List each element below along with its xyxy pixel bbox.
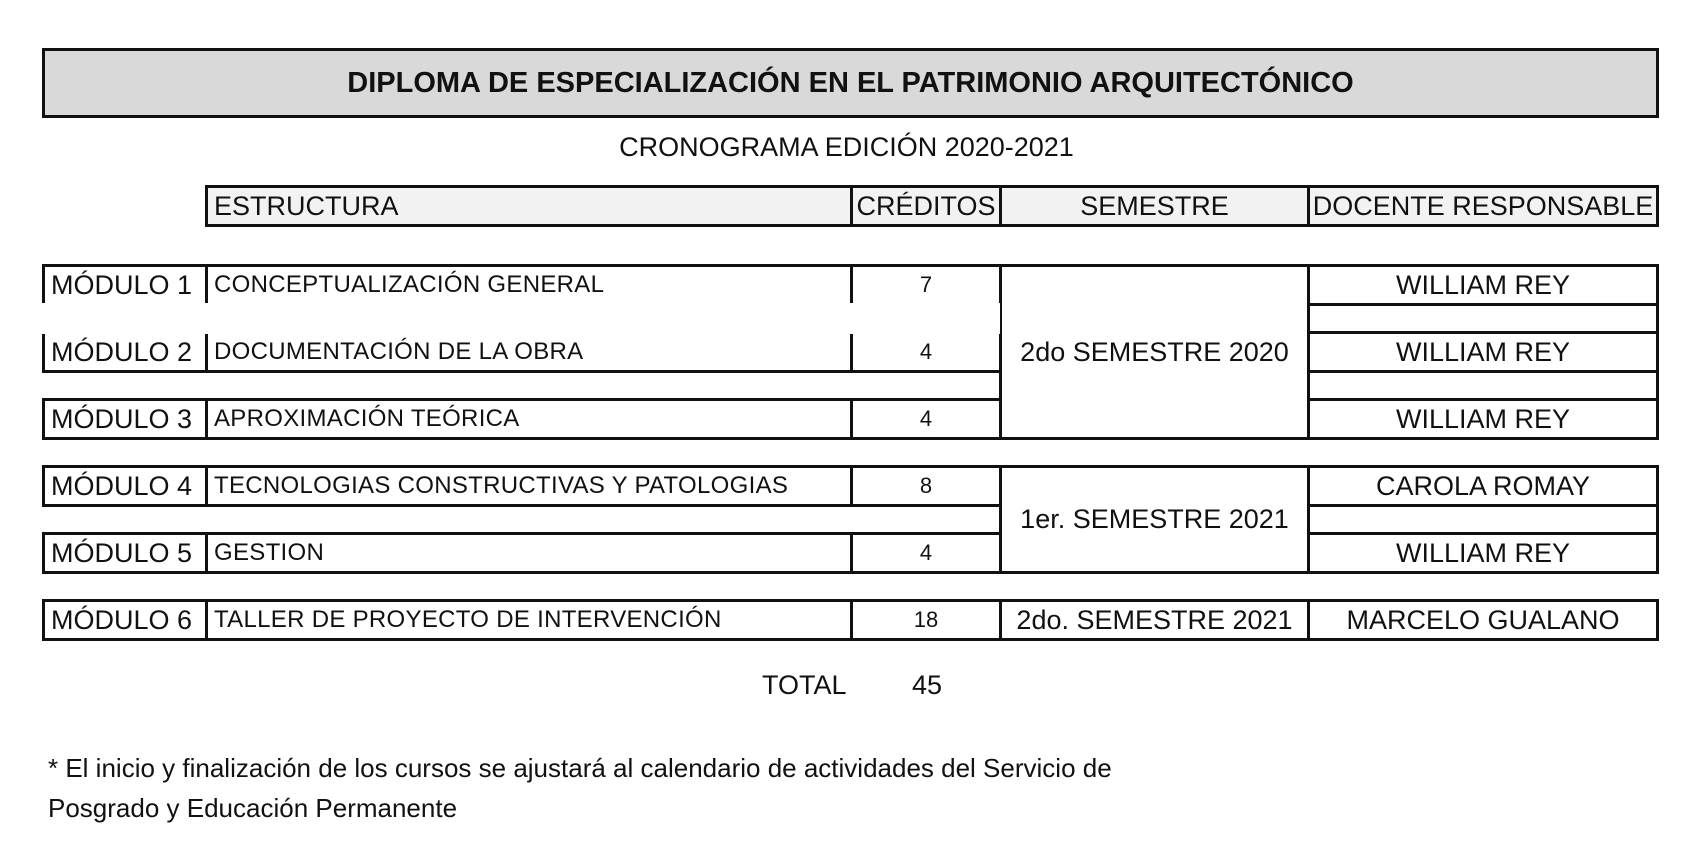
semester-cell <box>999 599 1310 641</box>
module-name-text: TECNOLOGIAS CONSTRUCTIVAS Y PATOLOGIAS <box>214 472 789 499</box>
module-credits-text: 18 <box>913 607 939 632</box>
module-credits <box>850 264 1002 306</box>
module-code <box>42 264 208 306</box>
module-credits <box>850 398 1002 440</box>
semester-cell-text: 2do. SEMESTRE 2021 <box>1016 604 1293 635</box>
module-credits <box>850 465 1002 507</box>
module-name <box>205 465 853 507</box>
total-value: 45 <box>912 670 943 700</box>
header-docente <box>1307 185 1659 227</box>
module-code-text: MÓDULO 4 <box>51 470 193 501</box>
module-credits-text: 4 <box>919 540 933 565</box>
semester-cell <box>999 264 1310 440</box>
module-credits-text: 7 <box>919 272 933 297</box>
module-credits-text: 4 <box>919 339 933 364</box>
row-connector <box>1307 504 1659 535</box>
page-title-text: DIPLOMA DE ESPECIALIZACIÓN EN EL PATRIMONIO ARQUITECTÓNICO <box>347 66 1354 99</box>
row-connector <box>1307 303 1659 334</box>
header-estructura <box>205 185 853 227</box>
module-name-text: CONCEPTUALIZACIÓN GENERAL <box>214 271 605 298</box>
module-credits-text: 4 <box>919 406 933 431</box>
module-teacher <box>1307 398 1659 440</box>
module-code <box>42 532 208 574</box>
module-name <box>205 264 853 306</box>
module-teacher-text: WILLIAM REY <box>1395 336 1571 367</box>
footnote-line-2: Posgrado y Educación Permanente <box>48 793 458 823</box>
module-code <box>42 465 208 507</box>
header-creditos <box>850 185 1002 227</box>
module-teacher-text: WILLIAM REY <box>1395 269 1571 300</box>
header-estructura-label: ESTRUCTURA <box>214 190 399 221</box>
row-connector <box>1307 370 1659 401</box>
header-docente-label: DOCENTE RESPONSABLE <box>1312 190 1654 221</box>
module-name-text: TALLER DE PROYECTO DE INTERVENCIÓN <box>214 606 722 633</box>
module-teacher <box>1307 331 1659 373</box>
module-code <box>42 331 208 373</box>
semester-cell <box>999 465 1310 574</box>
semester-cell-text: 2do SEMESTRE 2020 <box>1020 336 1289 367</box>
module-code-text: MÓDULO 1 <box>51 269 193 300</box>
module-code <box>42 398 208 440</box>
module-code-text: MÓDULO 2 <box>51 336 193 367</box>
module-teacher <box>1307 264 1659 306</box>
module-code-text: MÓDULO 3 <box>51 403 193 434</box>
module-credits-text: 8 <box>919 473 933 498</box>
module-name-text: GESTION <box>214 539 325 566</box>
spacer <box>42 303 1000 334</box>
module-teacher-text: CAROLA ROMAY <box>1375 470 1591 501</box>
module-credits <box>850 532 1002 574</box>
total-label: TOTAL <box>762 670 847 700</box>
module-teacher-text: WILLIAM REY <box>1395 403 1571 434</box>
module-teacher-text: MARCELO GUALANO <box>1346 604 1620 635</box>
module-code-text: MÓDULO 6 <box>51 604 193 635</box>
page-title <box>42 48 1659 118</box>
module-name <box>205 599 853 641</box>
header-creditos-label: CRÉDITOS <box>856 190 996 221</box>
module-teacher <box>1307 465 1659 507</box>
module-name-text: APROXIMACIÓN TEÓRICA <box>214 405 520 432</box>
module-name <box>205 398 853 440</box>
module-name <box>205 331 853 373</box>
module-teacher <box>1307 599 1659 641</box>
header-semestre-label: SEMESTRE <box>1080 190 1229 221</box>
module-code-text: MÓDULO 5 <box>51 537 193 568</box>
module-credits <box>850 331 1002 373</box>
module-teacher-text: WILLIAM REY <box>1395 537 1571 568</box>
module-name-text: DOCUMENTACIÓN DE LA OBRA <box>214 338 584 365</box>
module-code <box>42 599 208 641</box>
module-credits <box>850 599 1002 641</box>
footnote-line-1: * El inicio y finalización de los cursos se ajustará al calendario de actividades del Servicio de <box>48 753 1112 783</box>
module-name <box>205 532 853 574</box>
semester-cell-text: 1er. SEMESTRE 2021 <box>1020 504 1289 534</box>
schedule-subtitle: CRONOGRAMA EDICIÓN 2020-2021 <box>619 132 1074 162</box>
header-semestre <box>999 185 1310 227</box>
module-teacher <box>1307 532 1659 574</box>
